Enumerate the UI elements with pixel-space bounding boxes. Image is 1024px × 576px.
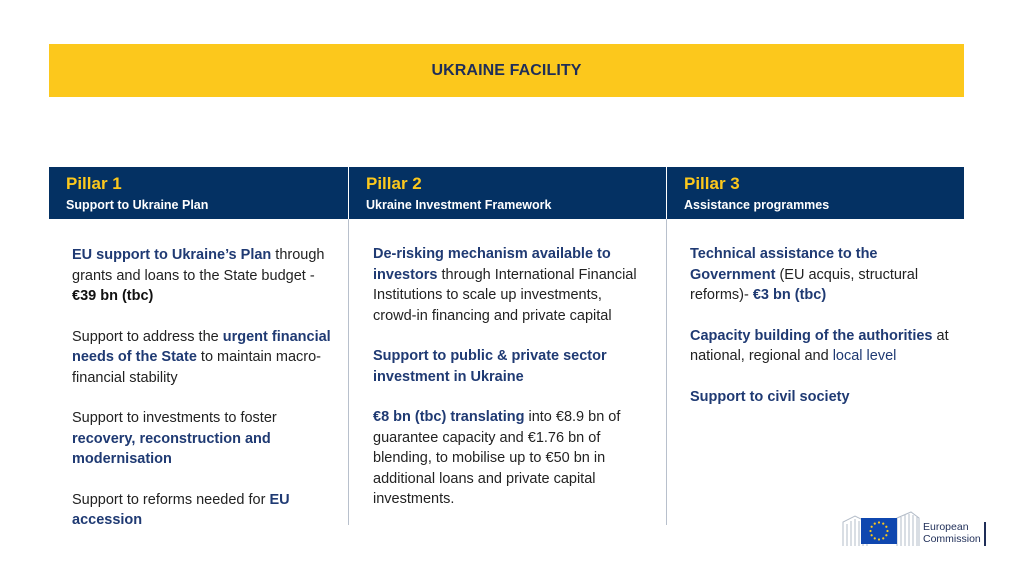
pillar-3-subtitle: Assistance programmes: [684, 198, 830, 212]
highlight-text: EU support to Ukraine’s Plan: [72, 247, 272, 263]
pillar-2-number: Pillar 2: [366, 174, 422, 193]
eu-star: [882, 523, 884, 525]
pillar-3-number: Pillar 3: [684, 174, 740, 193]
body-text: to maintain macro-financial stability: [72, 349, 321, 386]
pillar-2-paragraph: [373, 407, 643, 510]
highlight-text: De-risking mechanism available to investors: [373, 246, 611, 283]
pillar-2-content: [373, 244, 643, 530]
pillar-1-number: Pillar 1: [66, 174, 122, 193]
pillar-1-header: [49, 167, 348, 219]
highlight-text: Support to civil society: [690, 388, 850, 405]
body-text: at national, regional and: [690, 327, 949, 364]
eu-star: [878, 521, 880, 523]
pillar-1-paragraph: [72, 408, 334, 470]
pillar-3-paragraph: [690, 326, 952, 367]
pillar-3-content: [690, 244, 952, 427]
eu-star: [885, 526, 887, 528]
body-text: through grants and loans to the State budget -: [72, 247, 325, 284]
eu-star: [878, 538, 880, 540]
body-text: through International Financial Institutions to scale up investments, crowd-in financing and private capital: [373, 266, 637, 324]
logo-line-1: European: [923, 521, 969, 533]
highlight-text: urgent financial needs of the State: [72, 328, 331, 365]
eu-star: [869, 530, 871, 532]
pillar-1-subtitle: Support to Ukraine Plan: [66, 198, 209, 212]
pillar-3-paragraph: [690, 244, 952, 306]
column-divider: [666, 219, 667, 525]
body-text: (EU acquis, structural reforms)-: [690, 266, 919, 303]
eu-star: [874, 537, 876, 539]
pillar-1-content: [72, 245, 334, 551]
highlight-text: local level: [832, 348, 897, 364]
highlight-text: €39 bn (tbc): [72, 288, 154, 304]
highlight-text: Capacity building of the authorities: [690, 327, 933, 344]
body-text: Support to reforms needed for: [72, 491, 270, 508]
body-text: Support to investments to foster: [72, 410, 277, 426]
column-divider: [348, 219, 349, 525]
eu-star: [871, 526, 873, 528]
highlight-text: Support to public & private sector investment in Ukraine: [373, 348, 607, 385]
pillar-2-paragraph: [373, 346, 643, 387]
pillar-1-paragraph: [72, 245, 334, 307]
eu-star: [874, 523, 876, 525]
eu-star: [886, 530, 888, 532]
pillar-1-paragraph: [72, 327, 334, 389]
highlight-text: €3 bn (tbc): [752, 287, 827, 303]
body-text: into €8.9 bn of guarantee capacity and €1.76 bn of blending, to mobilise up to €50 bn in additional loans and private capital investments.: [373, 409, 621, 507]
eu-star: [885, 534, 887, 536]
pillar-2-paragraph: [373, 244, 643, 326]
highlight-text: EU accession: [72, 491, 290, 528]
highlight-text: Technical assistance to the Government: [690, 246, 878, 283]
eu-star: [871, 534, 873, 536]
logo-text: [923, 521, 981, 545]
pillar-3-header: [667, 167, 964, 219]
highlight-text: recovery, reconstruction and modernisation: [72, 430, 271, 467]
pillar-2-subtitle: Ukraine Investment Framework: [366, 198, 552, 212]
pillar-1-paragraph: [72, 490, 334, 531]
eu-star: [882, 537, 884, 539]
pillar-2-header: [349, 167, 666, 219]
highlight-text: €8 bn (tbc) translating: [373, 409, 525, 425]
logo-line-2: Commission: [923, 533, 981, 545]
title-banner: [49, 44, 964, 97]
banner-title: UKRAINE FACILITY: [431, 61, 582, 79]
body-text: Support to address the: [72, 328, 223, 345]
pillar-3-paragraph: [690, 387, 952, 408]
